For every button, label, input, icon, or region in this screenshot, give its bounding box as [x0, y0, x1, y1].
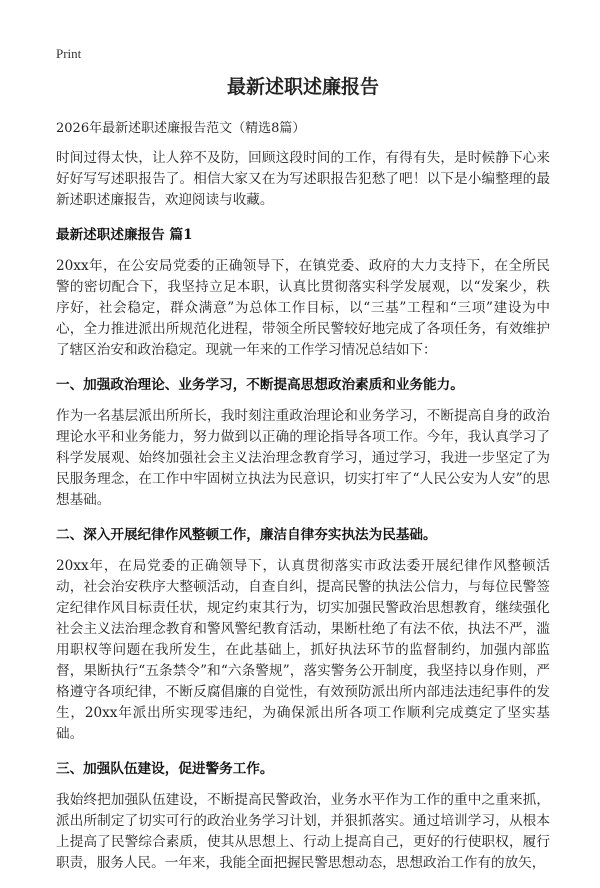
page-title: 最新述职述廉报告 — [226, 76, 379, 98]
print-link[interactable]: Print — [56, 46, 82, 61]
section-2-paragraph: 20xx年，在局党委的正确领导下，认真贯彻落实市政法委开展纪律作风整顿活动，社会治安秩序大整顿活动，自查自纠，提高民警的执法公信力，与每位民警签定纪律作风目标责任状，规定约束其行为，切实加强民警政治思想教育，继续强化社会主义法治理念教育和警风警纪教育活动，果断杜绝了有法不依，执法不严，滥用职权等问题在我所发生，在此基础上，抓好执法环节的监督制约，加强内部监督，果断执行“五条禁令”和“六条警规”，落实警务公开制度，我坚持以身作则，严格遵守各项纪律，不断反腐倡廉的自觉性，有效预防派出所内部违法违纪事件的发生，20xx年派出所实现零违纪，为确保派出所各项工作顺利完成奠定了坚实基础。 — [56, 558, 550, 742]
document-subtitle: 2026年最新述职述廉报告范文（精选8篇） — [56, 121, 306, 136]
section-1-heading: 一、加强政治理论、业务学习，不断提高思想政治素质和业务能力。 — [56, 377, 464, 393]
intro-paragraph: 时间过得太快，让人猝不及防，回顾这段时间的工作，有得有失，是时候静下心来好好写写述职报告了。相信大家又在为写述职报告犯愁了吧！以下是小编整理的最新述职述廉报告，欢迎阅读与收藏。 — [56, 150, 550, 208]
document-body — [56, 74, 550, 888]
section-1-paragraph: 作为一名基层派出所所长，我时刻注重政治理论和业务学习，不断提高自身的政治理论水平和业务能力，努力做到以正确的理论指导各项工作。今年，我认真学习了科学发展观、始终加强社会主义法治理念教育学习，通过学习，我进一步坚定了为民服务理念，在工作中牢固树立执法为民意识，切实打牢了“人民公安为人安”的思想基础。 — [56, 408, 550, 508]
article-heading: 最新述职述廉报告 篇1 — [56, 227, 193, 243]
section-3-paragraph: 我始终把加强队伍建设，不断提高民警政治，业务水平作为工作的重中之重来抓，派出所制定了切实可行的政治业务学习计划，并狠抓落实。通过培训学习，从根本上提高了民警综合素质，使其从思想上、行动上提高自己，更好的行使职权，履行职责，服务人民。一年来，我能全面把握民警思想动态，思想政治工作有的放矢， — [56, 792, 550, 871]
section-3-heading: 三、加强队伍建设，促进警务工作。 — [56, 761, 274, 777]
opening-paragraph: 20xx年，在公安局党委的正确领导下，在镇党委、政府的大力支持下，在全所民警的密切配合下，我坚持立足本职，认真比贯彻落实科学发展观，以“发案少，秩序好，社会稳定，群众满意”为总体工作目标，以“三基”工程和“三项”建设为中心，全力推进派出所规范化进程，带领全所民警较好地完成了各项任务，有效维护了辖区治安和政治稳定。现就一年来的工作学习情况总结如下： — [56, 258, 550, 358]
section-2-heading: 二、深入开展纪律作风整顿工作，廉洁自律夯实执法为民基础。 — [56, 527, 437, 543]
